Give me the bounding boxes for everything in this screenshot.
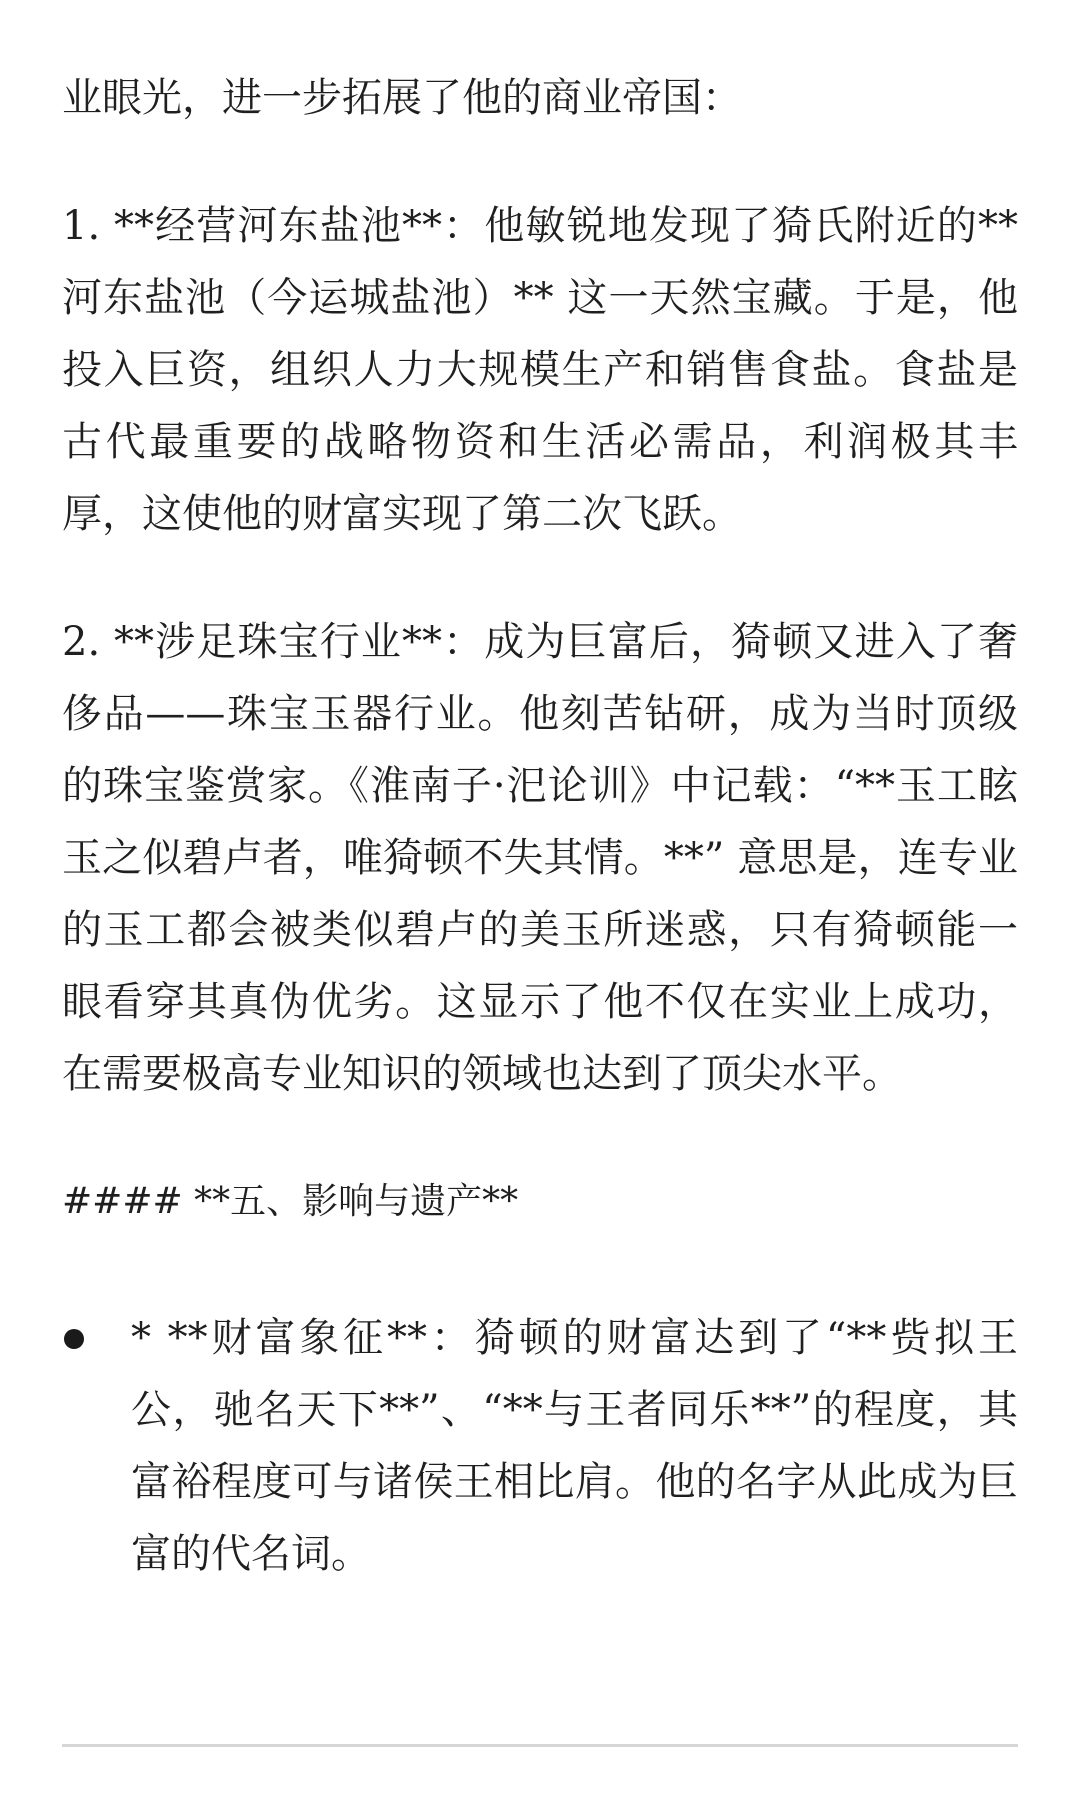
section-heading: #### **五、影响与遗产** — [62, 1181, 519, 1222]
list-item-salt-ponds: 1. **经营河东盐池**：他敏锐地发现了猗氏附近的**河东盐池（今运城盐池）** 这一天然宝藏。于是，他投入巨资，组织人力大规模生产和销售食盐。食盐是古代最重要的战略物资和生活必需品，利润极其丰厚，这使他的财富实现了第二次飞跃。 — [62, 203, 1018, 537]
bullet-dot-icon — [64, 1329, 84, 1349]
bullet-list — [62, 1302, 1018, 1590]
list-item-jewelry: 2. **涉足珠宝行业**：成为巨富后，猗顿又进入了奢侈品——珠宝玉器行业。他刻苦钻研，成为当时顶级的珠宝鉴赏家。《淮南子·汜论训》中记载：“**玉工眩玉之似碧卢者，唯猗顿不失其情。**” 意思是，连专业的玉工都会被类似碧卢的美玉所迷惑，只有猗顿能一眼看穿其真伪优劣。这显示了他不仅在实业上成功，在需要极高专业知识的领域也达到了顶尖水平。 — [62, 619, 1018, 1097]
bullet-item-wealth-symbol — [62, 1302, 1018, 1590]
article-content — [62, 62, 1018, 1590]
bullet-text: * **财富象征**：猗顿的财富达到了“**赀拟王公，驰名天下**”、“**与王者同乐**”的程度，其富裕程度可与诸侯王相比肩。他的名字从此成为巨富的代名词。 — [131, 1315, 1018, 1577]
intro-paragraph: 业眼光，进一步拓展了他的商业帝国： — [62, 75, 742, 121]
divider — [62, 1744, 1018, 1747]
